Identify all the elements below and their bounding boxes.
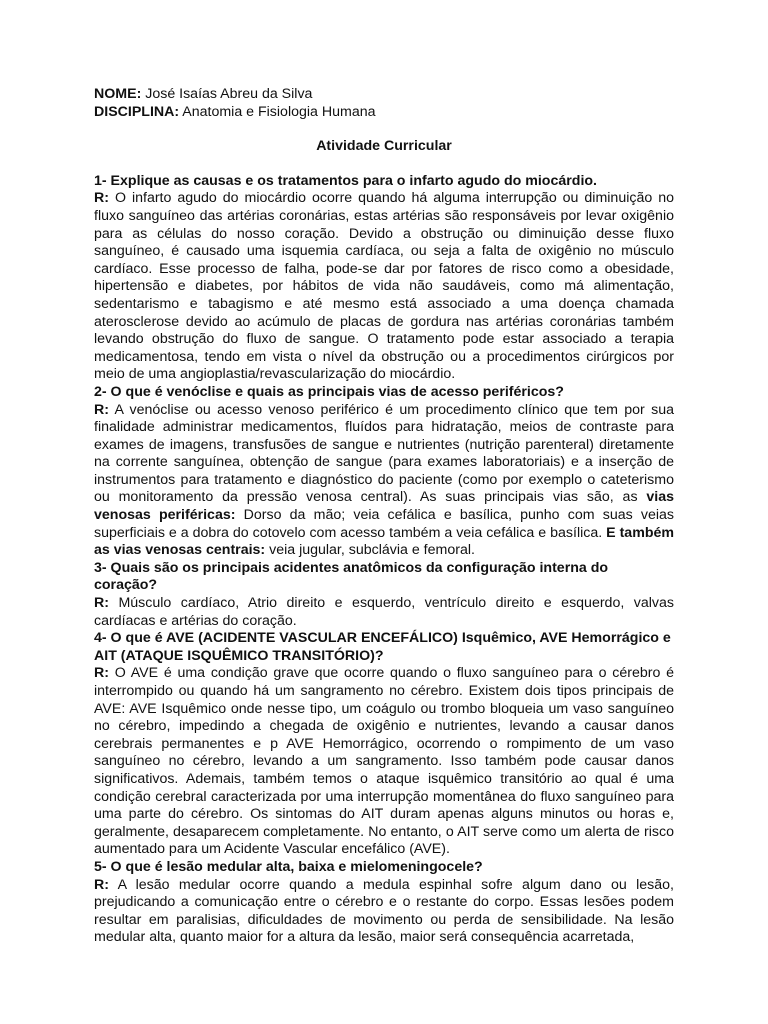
answer-1 [94,190,674,384]
answer-prefix: R: [94,665,109,682]
name-value: José Isaías Abreu da Silva [141,86,313,102]
answer-2-text-part-3: veia jugular, subclávia e femoral. [265,542,475,559]
answer-prefix: R: [94,190,109,207]
discipline-value: Anatomia e Fisiologia Humana [179,103,376,120]
question-2: 2- O que é venóclise e quais as principais vias de acesso periféricos? [94,383,564,400]
question-5: 5- O que é lesão medular alta, baixa e mielomeningocele? [94,858,483,875]
answer-2-text-part-1: A venóclise ou acesso venoso periférico é um procedimento clínico que tem por sua finalidade administrar medicamentos, fluídos para hidratação, meios de contraste para exames de imagens, transfusões de sangue e nutrientes (nutrição parenteral) diretamente na corrente sanguínea, obtenção de sangue (para exames laboratoriais) e a inserção de instrumentos para tratamento e diagnóstico do paciente (como por exemplo o cateterismo ou monitoramento da pressão venosa central). As suas principais vias são, as [94,401,674,506]
question-4: 4- O que é AVE (ACIDENTE VASCULAR ENCEFÁLICO) Isquêmico, AVE Hemorrágico e AIT (ATAQUE ISQUÊMICO TRANSITÓRIO)? [94,630,671,664]
answer-5 [94,877,674,947]
discipline-label: DISCIPLINA: [94,103,180,120]
question-1: 1- Explique as causas e os tratamentos para o infarto agudo do miocárdio. [94,172,597,189]
answer-2-bold-central: E também as vias venosas centrais: [94,524,674,559]
answer-1-text: O infarto agudo do miocárdio ocorre quando há alguma interrupção ou diminuição no fluxo sanguíneo das artérias coronárias, estas artérias são responsáveis por levar oxigênio para as células do nosso coração. Devido a obstrução ou diminuição desse fluxo sanguíneo, é causado uma isquemia cardíaca, ou seja a falta de oxigênio no músculo cardíaco. Esse processo de falha, pode-se dar por fatores de risco como a obesidade, hipertensão e diabetes, por hábitos de vida não saudáveis, como má alimentação, sedentarismo e tabagismo e até mesmo está associado a uma doença chamada aterosclerose devido ao acúmulo de placas de gordura nas artérias coronárias também levando obstrução do fluxo de sangue. O tratamento pode estar associado a terapia medicamentosa, tendo em vista o nível da obstrução ou a procedimentos cirúrgicos por meio de uma angioplastia/revascularização do miocárdio. [94,190,674,383]
answer-4 [94,665,674,859]
answer-2-text-part-2: Dorso da mão; veia cefálica e basílica, punho com suas veias superficiais e a dobra do cotovelo com acesso também a veia cefálica e basílica. [94,507,674,541]
answer-2-bold-peripheral: vias venosas periféricas: [94,489,674,524]
name-label: NOME: [94,86,142,102]
answer-prefix: R: [94,595,109,612]
answer-3 [94,595,674,630]
answer-prefix: R: [94,401,109,418]
answer-5-text: A lesão medular ocorre quando a medula espinhal sofre algum dano ou lesão, prejudicando a comunicação entre o cérebro e o restante do corpo. Essas lesões podem resultar em paralisias, dificuldades de movimento ou perda de sensibilidade. Na lesão medular alta, quanto maior for a altura da lesão, maior será consequência acarretada, [94,876,674,946]
answer-3-text: Músculo cardíaco, Atrio direito e esquerdo, ventrículo direito e esquerdo, valvas cardíacas e artérias do coração. [94,595,674,629]
answer-4-text: O AVE é uma condição grave que ocorre quando o fluxo sanguíneo para o cérebro é interrompido ou quando há um sangramento no cérebro. Existem dois tipos principais de AVE: AVE Isquêmico onde nesse tipo, um coágulo ou trombo bloqueia um vaso sanguíneo no cérebro, impedindo a chegada de oxigênio e nutrientes, levando a causar danos cerebrais permanentes e p AVE Hemorrágico, ocorrendo o rompimento de um vaso sanguíneo no cérebro, levando a um sangramento. Isso também pode causar danos significativos. Ademais, também temos o ataque isquêmico transitório ao qual é uma condição cerebral caracterizada por uma interrupção momentânea do fluxo sanguíneo para uma parte do cérebro. Os sintomas do AIT duram apenas alguns minutos ou horas e, geralmente, desaparecem completamente. No entanto, o AIT serve como um alerta de risco aumentado para um Acidente Vascular encefálico (AVE). [94,665,674,858]
discipline-line [94,104,674,122]
student-name-line [94,86,674,104]
answer-prefix: R: [94,876,109,893]
answer-2 [94,402,674,560]
document-title: Atividade Curricular [316,138,452,155]
question-3: 3- Quais são os principais acidentes anatômicos da configuração interna do coração? [94,559,609,594]
